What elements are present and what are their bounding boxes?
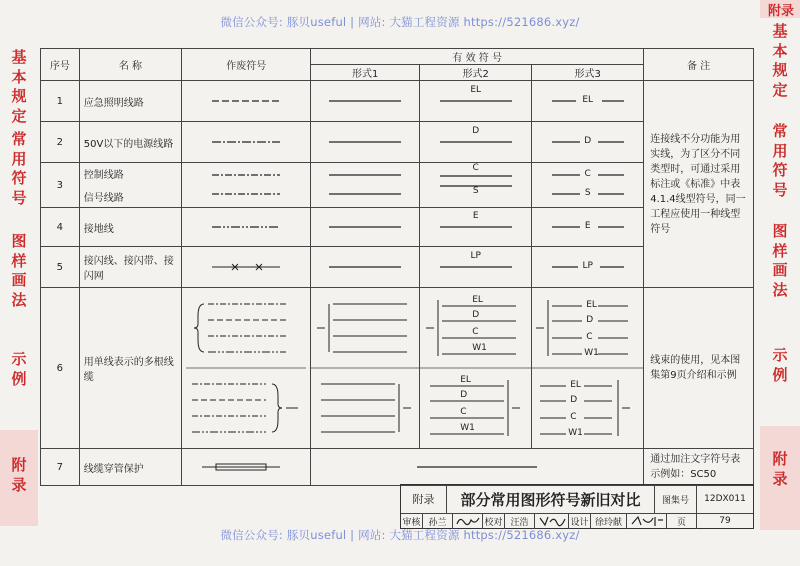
right-index-appendix[interactable] (760, 450, 800, 489)
page-number: 79 (719, 516, 731, 526)
index-char: 样 (11, 251, 27, 270)
line-label: C (570, 412, 577, 422)
header-obsolete: 作废符号 (182, 49, 311, 81)
index-char: 用 (11, 149, 27, 168)
row-name (79, 163, 181, 208)
form1-symbol (311, 163, 420, 208)
valid-symbol (311, 449, 644, 486)
symbol-comparison-table (40, 48, 754, 486)
row-name: 接地线 (79, 208, 181, 247)
row-seq: 5 (41, 247, 80, 288)
index-char: 附 (772, 450, 788, 468)
line-label: D (584, 136, 592, 146)
title-block (400, 484, 754, 529)
header-form2: 形式2 (420, 65, 532, 81)
index-char: 法 (772, 280, 788, 299)
index-char: 例 (772, 365, 788, 384)
form3-symbol (532, 288, 644, 449)
remark-bundle: 线束的使用，见本图集第9页介绍和示例 (644, 288, 754, 449)
form1-symbol (311, 81, 420, 122)
line-label: LP (470, 251, 481, 261)
review-signature (453, 513, 483, 529)
index-char: 例 (11, 369, 27, 388)
index-char: 图 (772, 222, 788, 240)
design-signature (627, 513, 667, 529)
title-main: 部分常用图形符号新旧对比 (447, 485, 655, 513)
check-signature (535, 513, 569, 529)
right-index-strip (760, 0, 800, 566)
review-label: 审核 (401, 513, 423, 529)
obsolete-symbol (182, 247, 311, 288)
header-valid: 有 效 符 号 (311, 49, 644, 65)
form2-symbol (420, 288, 532, 449)
form2-symbol (420, 163, 532, 208)
line-label: C (472, 327, 479, 337)
index-char: 常 (772, 122, 788, 140)
check-label: 校对 (483, 513, 505, 529)
obsolete-symbol (182, 122, 311, 163)
index-char: 常 (11, 130, 27, 148)
row-seq: 6 (41, 288, 80, 449)
form2-symbol (420, 81, 532, 122)
line-label: D (570, 395, 578, 405)
right-index-basic-rules[interactable] (760, 22, 800, 100)
watermark-top: 微信公众号: 豚贝useful | 网站: 大猫工程资源 https://521686.xyz/ (220, 15, 580, 29)
index-char: 号 (11, 188, 27, 207)
header-seq: 序号 (41, 49, 80, 81)
obsolete-symbol (182, 81, 311, 122)
left-index-appendix[interactable] (0, 456, 38, 495)
right-index-drawing-methods[interactable] (760, 222, 800, 300)
header-name: 名 称 (79, 49, 181, 81)
left-index-strip (0, 0, 38, 566)
row-seq: 1 (41, 81, 80, 122)
index-char: 定 (772, 80, 788, 99)
index-char: 本 (772, 41, 788, 60)
index-char: 规 (772, 61, 788, 79)
index-char: 画 (11, 271, 27, 289)
form2-symbol (420, 247, 532, 288)
right-index-examples[interactable] (760, 346, 800, 385)
line-label: S (472, 186, 479, 196)
line-label: W1 (584, 348, 599, 358)
index-char: 图 (11, 232, 27, 250)
index-char: 录 (11, 475, 27, 494)
line-label: E (584, 221, 591, 231)
left-index-examples[interactable] (0, 350, 38, 389)
row-seq: 2 (41, 122, 80, 163)
index-char: 号 (772, 180, 788, 199)
table-row (41, 288, 754, 449)
header-remarks: 备 注 (644, 49, 754, 81)
right-top-appendix-label: 附录 (767, 4, 794, 19)
line-label: W1 (568, 428, 583, 438)
row-name: 用单线表示的多根线缆 (79, 288, 181, 449)
form3-symbol (532, 208, 644, 247)
line-label: EL (586, 300, 597, 310)
form1-symbol (311, 208, 420, 247)
line-label: EL (582, 95, 594, 105)
line-label: E (472, 211, 479, 221)
index-char: 基 (772, 22, 788, 40)
form3-symbol (532, 247, 644, 288)
form3-symbol (532, 163, 644, 208)
row-seq: 4 (41, 208, 80, 247)
check-name: 汪浩 (505, 513, 535, 529)
line-label: EL (570, 380, 581, 390)
line-label: D (460, 390, 468, 400)
line-label: C (584, 169, 591, 179)
row-name-line2: 信号线路 (83, 193, 124, 204)
page-label: 页 (667, 513, 697, 529)
line-label: EL (470, 85, 482, 95)
form2-symbol (420, 208, 532, 247)
atlas-label: 图集号 (655, 485, 697, 513)
left-index-basic-rules[interactable] (0, 48, 38, 126)
remark-lines: 连接线不分功能为用实线，为了区分不同类型时，可通过采用标注或《标准》中表4.1.4线型符号，同一工程应使用一种线型符号 (644, 81, 754, 288)
remark-conduit: 通过加注文字符号表示例如：SC50 (644, 449, 754, 486)
row-name: 接闪线、接闪带、接闪网 (79, 247, 181, 288)
index-char: 法 (11, 290, 27, 309)
line-label: W1 (460, 423, 475, 433)
obsolete-symbol (182, 163, 311, 208)
design-label: 设计 (569, 513, 591, 529)
table-row (41, 449, 754, 486)
line-label: C (586, 332, 593, 342)
row-name-line1: 控制线路 (83, 170, 124, 181)
table-row (41, 81, 754, 122)
line-label: LP (582, 261, 593, 271)
atlas-number: 12DX011 (704, 494, 746, 504)
review-name: 孙兰 (423, 513, 453, 529)
line-label: C (472, 163, 479, 173)
row-seq: 3 (41, 163, 80, 208)
form1-symbol (311, 247, 420, 288)
design-name: 徐玲献 (591, 513, 627, 529)
form1-symbol (311, 122, 420, 163)
index-char: 定 (11, 106, 27, 125)
form1-symbol (311, 288, 420, 449)
index-char: 用 (772, 141, 788, 160)
header-form1: 形式1 (311, 65, 420, 81)
right-index-common-symbols[interactable] (760, 122, 800, 200)
signature-row (401, 513, 753, 529)
index-char: 示 (772, 346, 788, 364)
index-char: 符 (11, 169, 27, 187)
line-label: D (472, 310, 480, 320)
title-row (401, 485, 753, 514)
line-label: D (586, 315, 594, 325)
index-char: 画 (772, 261, 788, 279)
title-appendix: 附录 (401, 485, 447, 513)
index-char: 规 (11, 87, 27, 105)
line-label: EL (460, 375, 471, 385)
line-label: S (584, 188, 591, 198)
row-name: 应急照明线路 (79, 81, 181, 122)
row-name: 线缆穿管保护 (79, 449, 181, 486)
header-form3: 形式3 (532, 65, 644, 81)
watermark-bottom: 微信公众号: 豚贝useful | 网站: 大猫工程资源 https://521686.xyz/ (220, 528, 580, 542)
line-label: D (472, 126, 480, 136)
index-char: 录 (772, 469, 788, 488)
index-char: 基 (11, 48, 27, 66)
row-seq: 7 (41, 449, 80, 486)
row-name: 50V以下的电源线路 (79, 122, 181, 163)
left-index-common-symbols[interactable] (0, 130, 38, 208)
obsolete-symbol (182, 288, 311, 449)
line-label: C (460, 407, 467, 417)
line-label: W1 (472, 343, 487, 353)
index-char: 样 (772, 241, 788, 260)
obsolete-symbol (182, 449, 311, 486)
index-char: 本 (11, 67, 27, 86)
left-index-drawing-methods[interactable] (0, 232, 38, 310)
index-char: 符 (772, 161, 788, 179)
index-char: 示 (11, 350, 27, 368)
form3-symbol (532, 81, 644, 122)
obsolete-symbol (182, 208, 311, 247)
form2-symbol (420, 122, 532, 163)
form3-symbol (532, 122, 644, 163)
index-char: 附 (11, 456, 27, 474)
line-label: EL (472, 295, 483, 305)
